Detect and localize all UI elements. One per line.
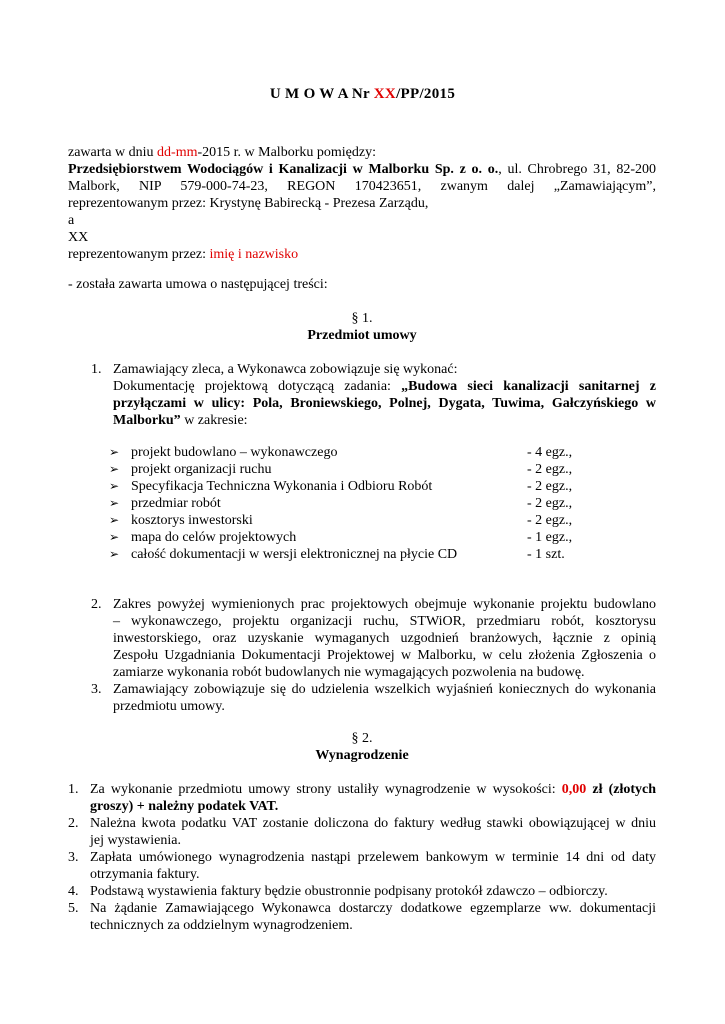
deliverable-row xyxy=(109,461,589,478)
section-2-item-1 xyxy=(68,781,656,815)
item-text: otrzymania faktury. xyxy=(90,867,200,882)
company-representative: reprezentowanym przez: Krystynę Babirecką - Prezesa Zarządu, xyxy=(68,196,429,211)
deliverable-quantity: - 1 egz., xyxy=(527,530,573,545)
item-text: zamiarze wykonania robót budowlanych nie wymagających pozwolenia na budowę. xyxy=(113,665,585,680)
section-2-item-5 xyxy=(68,900,656,934)
arrow-bullet-icon: ➢ xyxy=(109,479,120,493)
company-address: , ul. Chrobrego 31, 82-200 xyxy=(498,162,656,177)
item-text: inwestorskiego, oraz uzyskanie wymaganych uzgodnień branżowych, łącznie z opinią xyxy=(113,631,656,646)
task-label: Dokumentację projektową dotyczącą zadania: xyxy=(113,379,402,394)
arrow-bullet-icon: ➢ xyxy=(109,496,120,510)
item-text: Zapłata umówionego wynagrodzenia nastąpi przelewem bankowym w terminie 14 dni od daty xyxy=(90,850,656,865)
item-number: 3. xyxy=(68,850,79,865)
deliverable-row xyxy=(109,478,589,495)
contract-date-placeholder: dd-mm xyxy=(157,145,198,160)
item-number: 1. xyxy=(68,782,79,797)
arrow-bullet-icon: ➢ xyxy=(109,547,120,561)
deliverable-label: mapa do celów projektowych xyxy=(131,530,297,545)
item-text xyxy=(113,378,656,395)
item-number: 5. xyxy=(68,901,79,916)
title-prefix: U M O W A Nr xyxy=(269,86,374,102)
deliverable-row xyxy=(109,512,589,529)
title-suffix: /PP/2015 xyxy=(396,86,456,102)
item-text: Podstawą wystawienia faktury będzie obustronnie podpisany protokół zdawczo – odbiorczy. xyxy=(90,884,608,899)
deliverable-quantity: - 4 egz., xyxy=(527,445,573,460)
deliverable-quantity: - 2 egz., xyxy=(527,462,573,477)
task-name-end: Malborku” xyxy=(113,413,181,428)
item-text: Zakres powyżej wymienionych prac projektowych obejmuje wykonanie projektu budowlano xyxy=(113,597,656,612)
conjunction: a xyxy=(68,213,75,228)
arrow-bullet-icon: ➢ xyxy=(109,462,120,476)
deliverable-quantity: - 2 egz., xyxy=(527,496,573,511)
contract-preamble: - została zawarta umowa o następującej treści: xyxy=(68,277,328,292)
intro-date-prefix: zawarta w dniu xyxy=(68,145,158,160)
section-1-item-2 xyxy=(91,596,656,681)
deliverable-quantity: - 2 egz., xyxy=(527,479,573,494)
arrow-bullet-icon: ➢ xyxy=(109,530,120,544)
section-2-number: § 2. xyxy=(351,731,373,746)
item-text: Należna kwota podatku VAT zostanie doliczona do faktury według stawki obowiązującej w dniu xyxy=(90,816,656,831)
item-text: Zamawiający zobowiązuje się do udzielenia wszelkich wyjaśnień koniecznych do wykonania xyxy=(113,682,656,697)
item-number: 2. xyxy=(91,597,102,612)
item-text: – wykonawczego, projektu organizacji ruchu, STWiOR, przedmiaru robót, kosztorysu xyxy=(113,614,656,629)
section-1-item-3 xyxy=(91,681,656,715)
section-1-number: § 1. xyxy=(351,311,373,326)
item-number: 2. xyxy=(68,816,79,831)
section-1-heading: Przedmiot umowy xyxy=(307,328,417,343)
contract-title xyxy=(0,86,725,103)
item-number: 4. xyxy=(68,884,79,899)
item-text: Na żądanie Zamawiającego Wykonawca dostarczy dodatkowe egzemplarze ww. dokumentacji xyxy=(90,901,656,916)
task-scope-label: w zakresie: xyxy=(180,413,248,428)
contractor-representative-label: reprezentowanym przez: xyxy=(68,247,210,262)
item-text: Zespołu Uzgadniania Dokumentacji Projektowej w Malborku, w celu złożenia Zgłoszenia o xyxy=(113,648,656,663)
company-identifiers: Malbork, NIP 579-000-74-23, REGON 170423651, zwanym dalej „Zamawiającym”, xyxy=(68,179,656,194)
deliverable-label: przedmiar robót xyxy=(131,496,221,511)
deliverable-row xyxy=(109,495,589,512)
contractor-representative-line xyxy=(68,246,656,263)
deliverable-label: projekt organizacji ruchu xyxy=(131,462,272,477)
contract-number: XX xyxy=(373,86,397,102)
item-number: 1. xyxy=(91,362,102,377)
deliverable-row xyxy=(109,529,589,546)
remuneration-amount: 0,00 xyxy=(561,782,587,797)
deliverable-row xyxy=(109,444,589,461)
company-name: Przedsiębiorstwem Wodociągów i Kanalizacji w Malborku Sp. z o. o. xyxy=(68,162,499,177)
section-2-item-2 xyxy=(68,815,656,849)
deliverable-row xyxy=(109,546,589,563)
intro-date-line xyxy=(68,144,656,161)
item-text xyxy=(90,781,656,798)
section-2-item-4 xyxy=(68,883,656,900)
arrow-bullet-icon: ➢ xyxy=(109,445,120,459)
deliverable-label: projekt budowlano – wykonawczego xyxy=(131,445,338,460)
section-2-heading: Wynagrodzenie xyxy=(315,748,409,763)
deliverable-quantity: - 2 egz., xyxy=(527,513,573,528)
arrow-bullet-icon: ➢ xyxy=(109,513,120,527)
deliverables-list xyxy=(109,444,589,563)
item-text: przedmiotu umowy. xyxy=(113,699,225,714)
deliverable-label: kosztorys inwestorski xyxy=(131,513,253,528)
item-number: 3. xyxy=(91,682,102,697)
remuneration-label: Za wykonanie przedmiotu umowy strony ustaliły wynagrodzenie w wysokości: xyxy=(90,782,562,797)
section-2-list xyxy=(68,781,656,934)
section-1-item-1 xyxy=(91,361,656,429)
intro-company-line xyxy=(68,161,656,178)
task-name: „Budowa sieci kanalizacji sanitarnej z xyxy=(401,379,656,394)
deliverable-label: Specyfikacja Techniczna Wykonania i Odbioru Robót xyxy=(131,479,433,494)
item-text: technicznych za oddzielnym wynagrodzeniem. xyxy=(90,918,353,933)
intro-date-suffix: -2015 r. w Malborku pomiędzy: xyxy=(197,145,376,160)
contractor-representative-placeholder: imię i nazwisko xyxy=(209,247,299,262)
section-2-item-3 xyxy=(68,849,656,883)
contractor-name: XX xyxy=(68,230,89,245)
item-text: Zamawiający zleca, a Wykonawca zobowiązuje się wykonać: xyxy=(113,362,458,377)
remuneration-vat: groszy) + należny podatek VAT. xyxy=(90,799,279,814)
task-name-cont: przyłączami w ulicy: Pola, Broniewskiego, Polnej, Dygata, Tuwima, Gałczyńskiego w xyxy=(113,396,656,411)
item-text: jej wystawienia. xyxy=(90,833,181,848)
deliverable-quantity: - 1 szt. xyxy=(527,547,565,562)
intro-parties xyxy=(68,144,656,263)
remuneration-currency: zł (złotych xyxy=(586,782,656,797)
deliverable-label: całość dokumentacji w wersji elektronicznej na płycie CD xyxy=(131,547,458,562)
item-text xyxy=(113,412,656,429)
